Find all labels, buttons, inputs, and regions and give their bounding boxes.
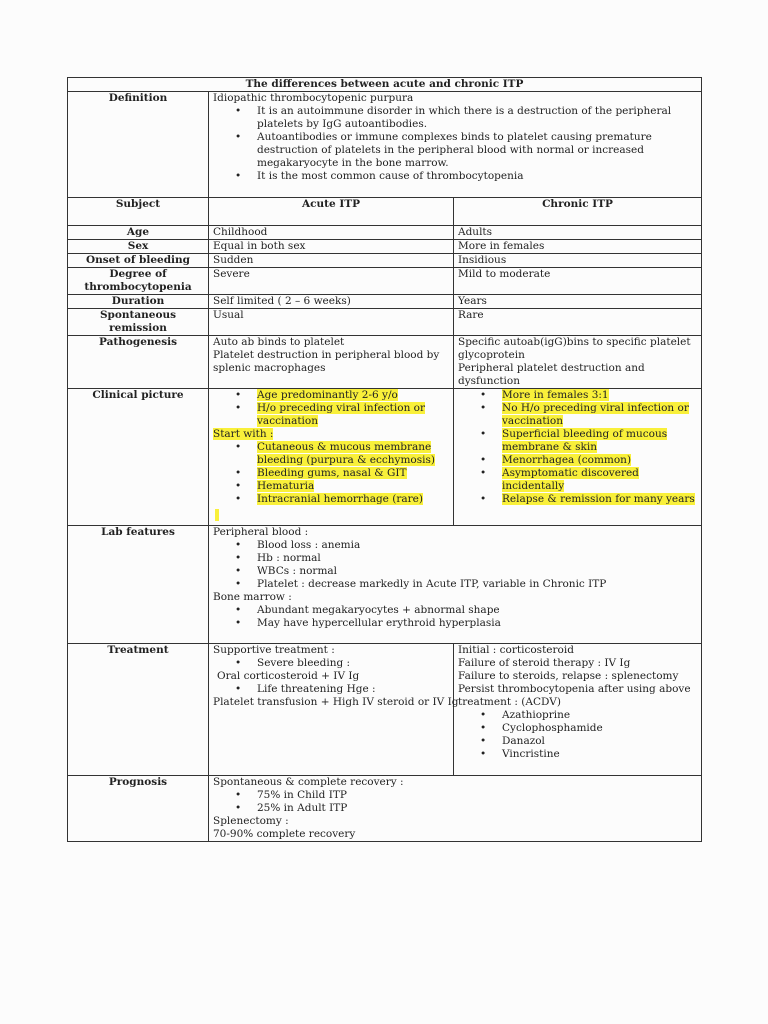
treatment-chronic-line: Failure to steroids, relapse : splenectomy	[458, 670, 679, 682]
lab-item: • May have hypercellular erythroid hyperplasia	[213, 617, 697, 630]
definition-label: Definition	[68, 92, 209, 198]
clinical-chronic-item	[458, 428, 697, 454]
highlighted-text: H/o preceding viral infection or vaccination	[257, 402, 426, 427]
highlighted-text: No H/o preceding viral infection or vaccination	[502, 402, 689, 427]
pathogenesis-chronic-line: Peripheral platelet destruction and dysfunction	[458, 362, 645, 387]
acute-cell: Severe	[209, 268, 454, 295]
highlighted-text: Bleeding gums, nasal & GIT	[257, 467, 407, 479]
highlighted-text: Intracranial hemorrhage (rare)	[257, 493, 423, 505]
chronic-header: Chronic ITP	[454, 198, 702, 226]
chronic-cell: More in females	[454, 240, 702, 254]
acute-cell: Childhood	[209, 226, 454, 240]
highlighted-text: Asymptomatic discovered incidentally	[502, 467, 639, 492]
treatment-acute-list	[213, 683, 449, 696]
lab-peripheral-heading: Peripheral blood :	[213, 526, 309, 538]
clinical-acute-item	[213, 389, 449, 402]
clinical-acute	[209, 389, 454, 526]
highlighted-text: Hematuria	[257, 480, 315, 492]
highlighted-text: Superficial bleeding of mucous membrane & skin	[502, 428, 668, 453]
chronic-cell: Rare	[454, 309, 702, 336]
treatment-acute-bullet: • Severe bleeding :	[213, 657, 449, 670]
row-label: Spontaneous remission	[68, 309, 209, 336]
table-row	[68, 309, 702, 336]
definition-content	[209, 92, 702, 198]
row-label: Onset of bleeding	[68, 254, 209, 268]
clinical-row	[68, 389, 702, 526]
prognosis-heading: Spontaneous & complete recovery :	[213, 776, 404, 788]
clinical-chronic	[454, 389, 702, 526]
treatment-chronic-line: Failure of steroid therapy : IV Ig	[458, 657, 631, 669]
clinical-chronic-item	[458, 493, 697, 506]
clinical-acute-item	[213, 441, 449, 467]
lab-item: • Abundant megakaryocytes + abnormal shape	[213, 604, 697, 617]
pathogenesis-acute-line: Auto ab binds to platelet	[213, 336, 345, 348]
clinical-acute-bottom	[213, 441, 449, 506]
row-label: Degree of thrombocytopenia	[68, 268, 209, 295]
lab-marrow-heading: Bone marrow :	[213, 591, 292, 603]
treatment-row	[68, 644, 702, 776]
highlighted-text: Start with :	[213, 428, 274, 440]
highlighted-text: Cutaneous & mucous membrane bleeding (purpura & ecchymosis)	[257, 441, 435, 466]
treatment-drug: • Vincristine	[458, 748, 697, 761]
definition-bullet: • Autoantibodies or immune complexes binds to platelet causing premature destruction of platelets in the peripheral blood with normal or increased megakaryocyte in the bone marrow.	[213, 131, 697, 170]
clinical-chronic-item	[458, 402, 697, 428]
treatment-drug: • Cyclophosphamide	[458, 722, 697, 735]
highlighted-text: Relapse & remission for many years	[502, 493, 695, 505]
lab-peripheral-list	[213, 539, 697, 591]
treatment-acute-bullet: • Life threatening Hge :	[213, 683, 449, 696]
clinical-acute-item	[213, 467, 449, 480]
treatment-drug-list	[458, 709, 697, 761]
lab-label: Lab features	[68, 526, 209, 644]
highlighted-text: Age predominantly 2-6 y/o	[257, 389, 398, 401]
clinical-start-with	[213, 428, 449, 441]
highlighted-text: Menorrhagea (common)	[502, 454, 632, 466]
lab-item: • Hb : normal	[213, 552, 697, 565]
clinical-acute-item	[213, 493, 449, 506]
prognosis-row	[68, 776, 702, 842]
subject-header: Subject	[68, 198, 209, 226]
clinical-chronic-item	[458, 454, 697, 467]
definition-bullets	[213, 105, 697, 183]
header-row	[68, 198, 702, 226]
prognosis-content	[209, 776, 702, 842]
pathogenesis-acute	[209, 336, 454, 389]
treatment-chronic-line: Persist thrombocytopenia after using above treatment : (ACDV)	[458, 683, 691, 708]
treatment-chronic	[454, 644, 702, 776]
prognosis-item: • 75% in Child ITP	[213, 789, 697, 802]
acute-cell: Sudden	[209, 254, 454, 268]
prognosis-list	[213, 789, 697, 815]
pathogenesis-acute-line: Platelet destruction in peripheral blood by splenic macrophages	[213, 349, 440, 374]
title-row	[68, 78, 702, 92]
table-row	[68, 240, 702, 254]
row-label: Sex	[68, 240, 209, 254]
row-label: Duration	[68, 295, 209, 309]
table-row	[68, 254, 702, 268]
clinical-acute-item	[213, 480, 449, 493]
definition-bullet: • It is the most common cause of thrombocytopenia	[213, 170, 697, 183]
clinical-acute-item	[213, 402, 449, 428]
acute-cell: Equal in both sex	[209, 240, 454, 254]
clinical-acute-top	[213, 389, 449, 428]
row-label: Age	[68, 226, 209, 240]
table-row	[68, 295, 702, 309]
acute-header: Acute ITP	[209, 198, 454, 226]
lab-marrow-list	[213, 604, 697, 630]
lab-item: • WBCs : normal	[213, 565, 697, 578]
chronic-cell: Adults	[454, 226, 702, 240]
itp-comparison-table	[67, 77, 702, 842]
pathogenesis-label: Pathogenesis	[68, 336, 209, 389]
treatment-acute	[209, 644, 459, 776]
clinical-chronic-item	[458, 389, 697, 402]
table-title: The differences between acute and chronic ITP	[68, 78, 702, 92]
prognosis-item: • 25% in Adult ITP	[213, 802, 697, 815]
clinical-chronic-item	[458, 467, 697, 493]
chronic-cell: Years	[454, 295, 702, 309]
pathogenesis-row	[68, 336, 702, 389]
definition-row	[68, 92, 702, 198]
lab-item: • Blood loss : anemia	[213, 539, 697, 552]
treatment-drug: • Danazol	[458, 735, 697, 748]
pathogenesis-chronic	[454, 336, 702, 389]
highlighted-text: More in females 3:1	[502, 389, 609, 401]
highlighter-mark	[215, 509, 219, 521]
table-row	[68, 226, 702, 240]
definition-bullet: • It is an autoimmune disorder in which there is a destruction of the peripheral platelets by IgG autoantibodies.	[213, 105, 697, 131]
prognosis-splenectomy: Splenectomy :	[213, 815, 289, 827]
lab-item: • Platelet : decrease markedly in Acute ITP, variable in Chronic ITP	[213, 578, 697, 591]
treatment-acute-heading: Supportive treatment :	[213, 644, 335, 656]
treatment-chronic-line: Initial : corticosteroid	[458, 644, 574, 656]
table-row	[68, 268, 702, 295]
clinical-label: Clinical picture	[68, 389, 209, 526]
clinical-chronic-list	[458, 389, 697, 506]
treatment-drug: • Azathioprine	[458, 709, 697, 722]
lab-content	[209, 526, 702, 644]
treatment-label: Treatment	[68, 644, 209, 776]
acute-cell: Self limited ( 2 – 6 weeks)	[209, 295, 454, 309]
chronic-cell: Insidious	[454, 254, 702, 268]
treatment-acute-line: Platelet transfusion + High IV steroid or IV Ig	[213, 696, 459, 708]
prognosis-splenectomy-value: 70-90% complete recovery	[213, 828, 356, 840]
prognosis-label: Prognosis	[68, 776, 209, 842]
pathogenesis-chronic-line: Specific autoab(igG)bins to specific platelet glycoprotein	[458, 336, 691, 361]
acute-cell: Usual	[209, 309, 454, 336]
treatment-acute-line: Oral corticosteroid + IV Ig	[217, 670, 360, 682]
treatment-acute-list	[213, 657, 449, 670]
chronic-cell: Mild to moderate	[454, 268, 702, 295]
lab-row	[68, 526, 702, 644]
definition-intro: Idiopathic thrombocytopenic purpura	[213, 92, 414, 104]
